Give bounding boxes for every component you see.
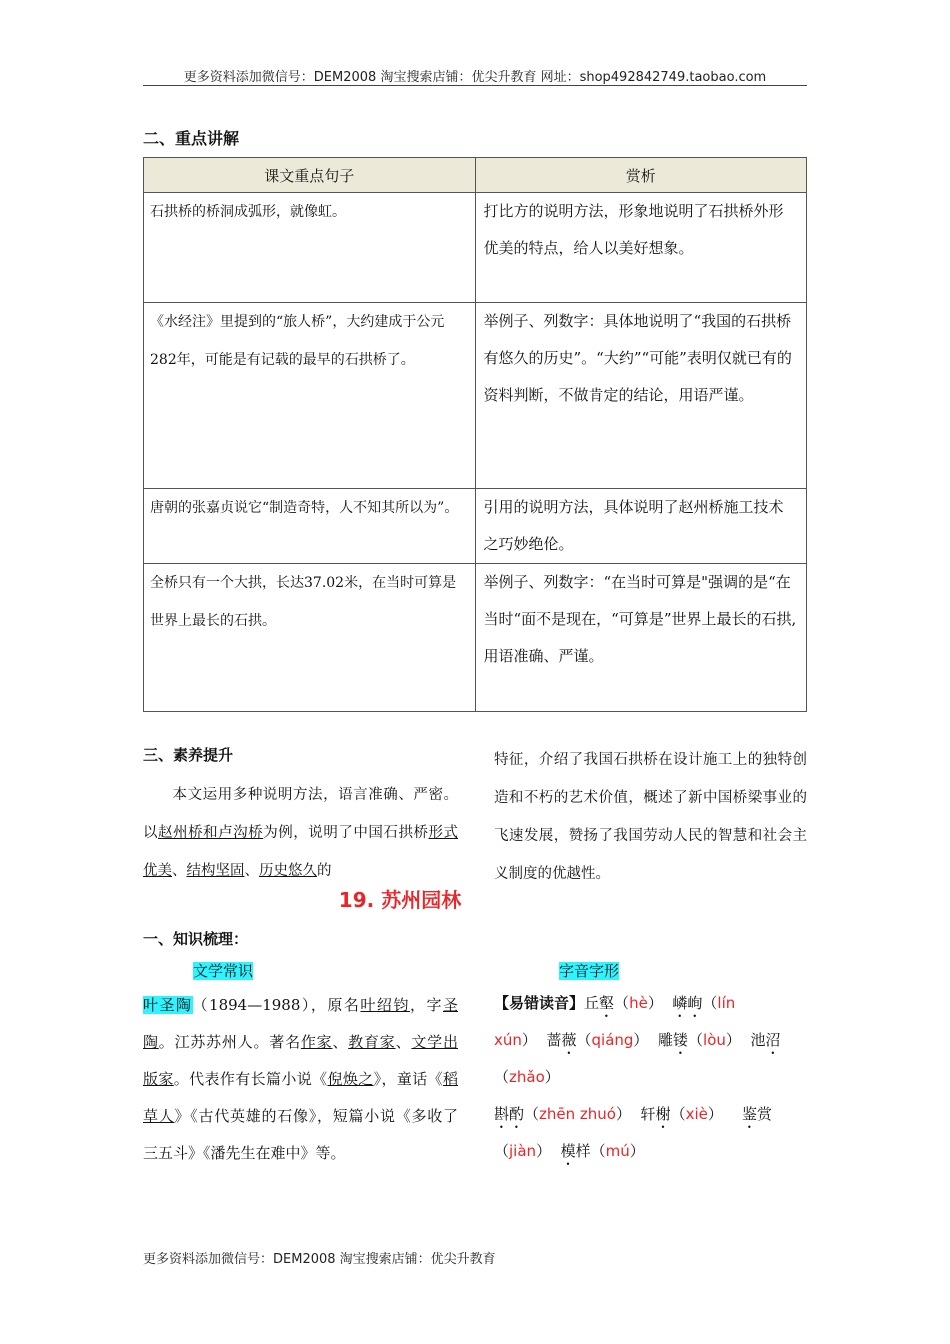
pinyin: qiáng [591, 1031, 634, 1049]
pron-item: 轩榭（xiè） [640, 1105, 723, 1123]
table-header-row [144, 158, 807, 193]
text: 、 [332, 1033, 349, 1051]
lesson-title: 19. 苏州园林 [338, 888, 462, 912]
underlined-text: 叶绍钧 [360, 996, 410, 1014]
text: ，字 [409, 996, 443, 1014]
subheading-literary-knowledge [193, 960, 253, 981]
underlined-text: 历史悠久 [259, 863, 317, 879]
section-2-title: 二、重点讲解 [143, 129, 240, 148]
text: 、 [244, 863, 259, 879]
underlined-text: 圣陶 [143, 996, 458, 1051]
dotted-char: 壑 [599, 994, 615, 1012]
text: 、 [172, 863, 187, 879]
pinyin: jiàn [509, 1142, 537, 1160]
column-header-sentence: 课文重点句子 [144, 158, 476, 193]
dotted-char: 嶙峋 [672, 994, 703, 1012]
pinyin: lòu [703, 1031, 726, 1049]
dotted-char: 模 [560, 1142, 576, 1160]
underlined-text: 赵州桥和卢沟桥 [158, 825, 264, 841]
text: 。代表作有长篇小说《 [173, 1070, 328, 1088]
sentence-cell: 石拱桥的桥洞成弧形，就像虹。 [144, 193, 476, 303]
text: 样 [575, 1142, 591, 1160]
section-3-title: 三、素养提升 [143, 746, 234, 764]
text: 赏 [756, 1105, 772, 1123]
pinyin: hè [629, 994, 648, 1012]
literacy-paragraph-right: 特征，介绍了我国石拱桥在设计施工上的独特创造和不朽的艺术价值，概述了新中国桥梁事业的飞速发展，赞扬了我国劳动人民的智慧和社会主义制度的优越性。 [494, 752, 807, 882]
author-name: 叶圣陶 [143, 996, 193, 1014]
page-header: 更多资料添加微信号：DEM2008 淘宝搜索店铺：优尖升教育 网址：shop492842749.taobao.com [183, 70, 767, 85]
pinyin: xiè [685, 1105, 708, 1123]
pinyin: zhēn zhuó [539, 1105, 616, 1123]
text: 、 [395, 1033, 412, 1051]
pronunciation-list [494, 985, 807, 1170]
sentence-cell: 全桥只有一个大拱，长达37.02米，在当时可算是世界上最长的石拱。 [144, 564, 476, 712]
pron-item: 模样（mú） [560, 1142, 645, 1160]
pronunciation-label: 【易错读音】 [494, 994, 585, 1012]
text: 本文运用多种说明方法，语言准确、严密。以 [143, 787, 458, 841]
highlighted-text: 字音字形 [559, 962, 620, 980]
pinyin: zhǎo [509, 1068, 545, 1086]
pron-item: 鉴赏（jiàn） [494, 1105, 772, 1160]
text: 》《古代英雄的石像》，短篇小说《多收了三五斗》《潘先生在难中》等。 [143, 1107, 458, 1162]
text: 为例，说明了中国石拱桥 [263, 825, 429, 841]
underlined-text: 作家 [300, 1033, 333, 1051]
dotted-char: 榭 [655, 1105, 671, 1123]
key-sentences-table [143, 157, 807, 712]
dotted-char: 鉴 [741, 1105, 757, 1123]
table-row [144, 193, 807, 303]
dotted-char: 薇 [561, 1031, 577, 1049]
pron-item: 斟酌（zhēn zhuó） [494, 1105, 631, 1123]
analysis-cell: 举例子、列数字：“在当时可算是"强调的是“在当时“面不是现在，“可算是”世界上最长的石拱,用语准确、严谨。 [475, 564, 807, 712]
sentence-cell: 唐朝的张嘉贞说它“制造奇特，人不知其所以为”。 [144, 489, 476, 564]
pron-item: 雕镂（lòu） [657, 1031, 741, 1049]
text: 》，童话《 [373, 1070, 443, 1088]
text: 丘 [584, 994, 600, 1012]
text: 轩 [640, 1105, 656, 1123]
text: 。江苏苏州人。著名 [158, 1033, 301, 1051]
underlined-text: 结构坚固 [186, 863, 245, 879]
dotted-char: 斟酌 [494, 1105, 525, 1123]
table-row [144, 564, 807, 712]
underlined-text: 文学出版家 [143, 1033, 458, 1088]
analysis-cell: 打比方的说明方法，形象地说明了石拱桥外形优美的特点，给人以美好想象。 [475, 193, 807, 303]
header-divider [143, 85, 807, 86]
dotted-char: 沼 [765, 1031, 781, 1049]
text: 蔷 [546, 1031, 562, 1049]
text: （1894—1988），原名 [192, 996, 361, 1014]
text: 的 [317, 863, 332, 879]
pinyin: lín xún [494, 994, 736, 1049]
pron-item: 丘壑（hè） [584, 994, 663, 1012]
sentence-cell: 《水经注》里提到的“旅人桥”，大约建成于公元282年，可能是有记载的最早的石拱桥了。 [144, 303, 476, 489]
column-header-analysis: 赏析 [475, 158, 807, 193]
pinyin: mú [605, 1142, 630, 1160]
pron-item: 嶙峋（lín xún） [494, 994, 736, 1049]
text: 池 [750, 1031, 766, 1049]
analysis-cell: 举例子、列数字：具体地说明了“我国的石拱桥有悠久的历史”。“大约”“可能”表明仅就已有的资料判断，不做肯定的结论，用语严谨。 [475, 303, 807, 489]
dotted-char: 镂 [673, 1031, 689, 1049]
literacy-paragraph-left [143, 776, 458, 890]
text: 雕 [657, 1031, 673, 1049]
underlined-text: 倪焕之 [327, 1070, 374, 1088]
author-biography [143, 987, 458, 1172]
subheading-pronunciation [559, 960, 619, 981]
table-row [144, 489, 807, 564]
page-footer: 更多资料添加微信号：DEM2008 淘宝搜索店铺：优尖升教育 [143, 1252, 496, 1267]
underlined-text: 稻草人 [143, 1070, 458, 1125]
analysis-cell: 引用的说明方法，具体说明了赵州桥施工技术之巧妙绝伦。 [475, 489, 807, 564]
table-row [144, 303, 807, 489]
highlighted-text: 文学常识 [193, 962, 254, 980]
pron-item: 池沼（zhǎo） [494, 1031, 781, 1086]
underlined-text: 教育家 [348, 1033, 396, 1051]
underlined-text: 形式优美 [143, 825, 459, 879]
section-1-title: 一、知识梳理： [143, 930, 249, 948]
pron-item: 蔷薇（qiáng） [546, 1031, 649, 1049]
